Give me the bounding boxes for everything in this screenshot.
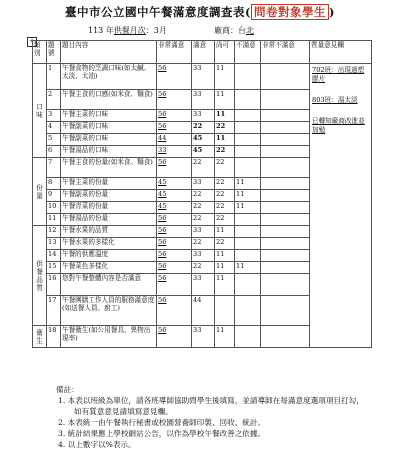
question-text: 午餐湯品的口味	[61, 146, 157, 158]
rating-value: 45	[158, 190, 167, 198]
rating-value: 11	[216, 326, 225, 334]
column-header: 題目內容	[61, 41, 157, 64]
rating-cell	[192, 274, 215, 296]
meta-period	[88, 25, 167, 36]
question-number: 4	[47, 122, 61, 134]
rating-value: 33	[158, 146, 167, 154]
meta-vendor-suffix: 北	[246, 26, 254, 35]
rating-value: 11	[236, 190, 245, 198]
rating-value: 56	[158, 122, 167, 130]
rating-value: 56	[158, 274, 167, 282]
footnote-items	[40, 395, 370, 450]
rating-value: 56	[158, 296, 167, 304]
rating-cell	[261, 158, 310, 178]
rating-value: 45	[193, 134, 203, 142]
rating-value: 11	[236, 178, 245, 186]
column-header: 非常不滿意	[261, 41, 310, 64]
question-text: 午餐主食的口感(如米食、麵食)	[61, 90, 157, 110]
rating-cell	[192, 122, 215, 134]
rating-value: 22	[216, 202, 225, 210]
footnote-item: 2. 本表統一由午餐執行秘書或校園營養師印製、回收、統計。	[58, 418, 266, 427]
rating-cell	[192, 134, 215, 146]
rating-cell	[157, 134, 192, 146]
rating-value: 45	[158, 202, 167, 210]
rating-cell	[157, 296, 192, 326]
question-text: 午餐食物的烹調口味(如太鹹、太淡、太油)	[61, 64, 157, 90]
category-cell: 供餐品質	[33, 226, 47, 326]
rating-cell	[157, 64, 192, 90]
rating-cell	[261, 214, 310, 226]
question-number: 18	[47, 326, 61, 348]
rating-value: 22	[216, 238, 225, 246]
column-header: 類別	[33, 41, 47, 64]
rating-cell	[261, 326, 310, 348]
comments-cell	[310, 64, 372, 348]
rating-cell	[215, 134, 235, 146]
rating-value: 33	[193, 326, 202, 334]
rating-cell	[261, 178, 310, 190]
footnotes	[40, 384, 370, 450]
question-number: 13	[47, 238, 61, 250]
meta-semester-label: 供餐月次	[113, 26, 146, 35]
rating-cell	[261, 134, 310, 146]
comment-line: 702班：出現過塑膠片	[312, 66, 365, 83]
column-header: 滿意	[192, 41, 215, 64]
rating-value: 22	[193, 214, 202, 222]
rating-cell	[235, 274, 261, 296]
rating-cell	[192, 326, 215, 348]
rating-cell	[215, 274, 235, 296]
question-number: 17	[47, 296, 61, 326]
rating-value: 33	[193, 90, 202, 98]
rating-cell	[157, 178, 192, 190]
rating-cell	[157, 90, 192, 110]
rating-cell	[261, 262, 310, 274]
rating-cell	[261, 202, 310, 214]
rating-value: 56	[158, 226, 167, 234]
rating-cell	[215, 64, 235, 90]
rating-cell	[235, 296, 261, 326]
rating-value: 56	[158, 64, 167, 72]
comment-line: 已轉知廠商改進並加勉	[312, 117, 365, 134]
rating-cell	[192, 202, 215, 214]
rating-value: 56	[158, 214, 167, 222]
question-number: 8	[47, 178, 61, 190]
question-number: 10	[47, 202, 61, 214]
question-text: 午餐湯品的份量	[61, 214, 157, 226]
rating-value: 11	[216, 134, 226, 142]
table-row	[33, 64, 372, 90]
rating-value: 56	[158, 110, 167, 118]
rating-cell	[235, 190, 261, 202]
rating-cell	[215, 110, 235, 122]
rating-value: 11	[216, 250, 225, 258]
rating-value: 56	[158, 262, 167, 270]
rating-cell	[157, 110, 192, 122]
rating-value: 11	[236, 202, 245, 210]
rating-cell	[261, 90, 310, 110]
rating-cell	[261, 238, 310, 250]
question-text: 午餐菜色多樣化	[61, 262, 157, 274]
footnote-item: 4. 以上數字以%表示。	[58, 440, 136, 449]
rating-cell	[261, 274, 310, 296]
rating-value: 22	[193, 190, 202, 198]
rating-cell	[215, 238, 235, 250]
rating-cell	[192, 238, 215, 250]
rating-value: 33	[193, 110, 202, 118]
question-number: 6	[47, 146, 61, 158]
rating-cell	[261, 122, 310, 134]
rating-value: 22	[216, 214, 225, 222]
rating-cell	[215, 250, 235, 262]
footnote-item: 1. 本表以班級為單位，請各班導師協助問學生後填寫，並請導師在每滿意度選項項目打勾，如有質意意見請填寫意見欄。	[58, 396, 364, 416]
rating-value: 56	[158, 158, 167, 166]
rating-cell	[235, 214, 261, 226]
rating-value: 45	[158, 178, 167, 186]
meta-month: ：3月	[145, 26, 167, 35]
question-text: 午餐主食的份量(如米食、麵食)	[61, 158, 157, 178]
rating-cell	[235, 226, 261, 238]
rating-value: 11	[236, 262, 245, 270]
rating-cell	[261, 190, 310, 202]
rating-cell	[157, 226, 192, 238]
question-text: 午餐的供應溫度	[61, 250, 157, 262]
footnote-header: 備註：	[56, 385, 79, 394]
rating-cell	[235, 178, 261, 190]
column-header: 不滿意	[235, 41, 261, 64]
rating-cell	[235, 326, 261, 348]
rating-value: 56	[158, 250, 167, 258]
rating-cell	[235, 122, 261, 134]
rating-cell	[235, 238, 261, 250]
survey-table	[32, 40, 372, 348]
question-text: 午餐青菜的份量	[61, 202, 157, 214]
rating-value: 56	[158, 238, 167, 246]
rating-cell	[235, 250, 261, 262]
rating-cell	[192, 250, 215, 262]
rating-value: 33	[193, 178, 202, 186]
rating-value: 33	[193, 64, 202, 72]
rating-cell	[235, 134, 261, 146]
question-text: 午餐團膳工作人員的服務滿意度(如送餐人員、廚工)	[61, 296, 157, 326]
question-number: 3	[47, 110, 61, 122]
question-number: 14	[47, 250, 61, 262]
rating-value: 22	[216, 178, 225, 186]
question-number: 2	[47, 90, 61, 110]
question-text: 午餐水果的品質	[61, 226, 157, 238]
title-tail: )	[329, 5, 335, 19]
rating-value: 11	[216, 110, 226, 118]
survey-body	[33, 64, 372, 348]
rating-cell	[215, 158, 235, 178]
rating-value: 22	[216, 190, 225, 198]
rating-cell	[192, 262, 215, 274]
rating-cell	[192, 226, 215, 238]
rating-cell	[157, 122, 192, 134]
form-title	[0, 4, 400, 20]
rating-cell	[215, 90, 235, 110]
rating-cell	[215, 296, 235, 326]
question-text: 午餐水果的多樣化	[61, 238, 157, 250]
meta-vendor-label: 廠商：台	[214, 26, 246, 35]
rating-cell	[235, 262, 261, 274]
rating-cell	[192, 158, 215, 178]
table-move-handle-icon[interactable]: +	[27, 37, 37, 47]
rating-cell	[261, 64, 310, 90]
column-header: 題號	[47, 41, 61, 64]
rating-cell	[235, 110, 261, 122]
rating-cell	[157, 262, 192, 274]
rating-cell	[235, 64, 261, 90]
rating-cell	[235, 158, 261, 178]
comment-line: 803班：湯太淡	[312, 96, 358, 104]
rating-cell	[157, 250, 192, 262]
rating-cell	[215, 226, 235, 238]
column-header: 質量意見欄	[310, 41, 372, 64]
rating-value: 22	[193, 262, 202, 270]
rating-cell	[192, 214, 215, 226]
rating-value: 22	[216, 158, 225, 166]
question-text: 午餐副菜的口味	[61, 134, 157, 146]
rating-cell	[261, 226, 310, 238]
rating-cell	[235, 90, 261, 110]
question-text: 午餐副菜的口味	[61, 122, 157, 134]
rating-cell	[261, 146, 310, 158]
rating-value: 33	[193, 226, 202, 234]
column-header: 尚可	[215, 41, 235, 64]
meta-year: 113 年	[88, 26, 114, 35]
rating-value: 11	[216, 262, 225, 270]
rating-cell	[192, 64, 215, 90]
category-cell: 口味	[33, 64, 47, 158]
question-text: 午餐副菜的份量	[61, 190, 157, 202]
rating-cell	[192, 178, 215, 190]
rating-cell	[192, 110, 215, 122]
rating-cell	[157, 202, 192, 214]
rating-cell	[157, 158, 192, 178]
footnote-item: 3. 統計結果應上學校網站公告，以作為學校午餐改善之依據。	[58, 429, 266, 438]
question-text: 午餐主菜的口味	[61, 110, 157, 122]
rating-value: 22	[193, 202, 202, 210]
rating-cell	[215, 262, 235, 274]
rating-value: 22	[193, 238, 202, 246]
title-main: 臺中市公立國中午餐滿意度調查表(	[65, 5, 251, 19]
title-highlight: 問卷對象學生	[251, 4, 329, 20]
rating-cell	[235, 202, 261, 214]
rating-value: 11	[216, 274, 225, 282]
rating-cell	[157, 274, 192, 296]
rating-value: 22	[216, 146, 226, 154]
meta-vendor	[214, 25, 254, 36]
rating-cell	[157, 146, 192, 158]
rating-value: 44	[158, 134, 167, 142]
rating-cell	[215, 178, 235, 190]
rating-cell	[192, 296, 215, 326]
question-number: 11	[47, 214, 61, 226]
rating-cell	[157, 326, 192, 348]
question-text: 午餐衛生(如公用餐具、異物出現率)	[61, 326, 157, 348]
rating-value: 11	[216, 64, 225, 72]
rating-value: 44	[193, 296, 202, 304]
category-cell: 份量	[33, 158, 47, 226]
rating-cell	[157, 190, 192, 202]
rating-cell	[192, 146, 215, 158]
rating-cell	[261, 250, 310, 262]
rating-value: 11	[216, 226, 225, 234]
rating-cell	[215, 326, 235, 348]
rating-cell	[215, 202, 235, 214]
rating-cell	[157, 238, 192, 250]
header-row	[33, 41, 372, 64]
rating-value: 33	[193, 274, 202, 282]
rating-cell	[215, 190, 235, 202]
rating-value: 22	[193, 158, 202, 166]
rating-value: 45	[193, 146, 203, 154]
rating-value: 22	[216, 122, 226, 130]
rating-cell	[192, 190, 215, 202]
question-number: 5	[47, 134, 61, 146]
rating-cell	[157, 214, 192, 226]
column-header: 非常滿意	[157, 41, 192, 64]
rating-value: 11	[216, 90, 225, 98]
question-number: 15	[47, 262, 61, 274]
rating-value: 56	[158, 90, 167, 98]
question-number: 7	[47, 158, 61, 178]
rating-cell	[192, 90, 215, 110]
rating-cell	[261, 110, 310, 122]
question-number: 12	[47, 226, 61, 238]
question-text: 午餐主菜的份量	[61, 178, 157, 190]
category-cell: 衛生	[33, 326, 47, 348]
rating-cell	[215, 122, 235, 134]
rating-cell	[261, 296, 310, 326]
rating-value: 22	[193, 122, 203, 130]
question-text: 您對午餐整體內容是否滿意	[61, 274, 157, 296]
rating-value: 33	[193, 250, 202, 258]
rating-cell	[215, 146, 235, 158]
rating-value: 56	[158, 326, 167, 334]
question-number: 16	[47, 274, 61, 296]
question-number: 1	[47, 64, 61, 90]
question-number: 9	[47, 190, 61, 202]
rating-cell	[215, 214, 235, 226]
rating-cell	[235, 146, 261, 158]
